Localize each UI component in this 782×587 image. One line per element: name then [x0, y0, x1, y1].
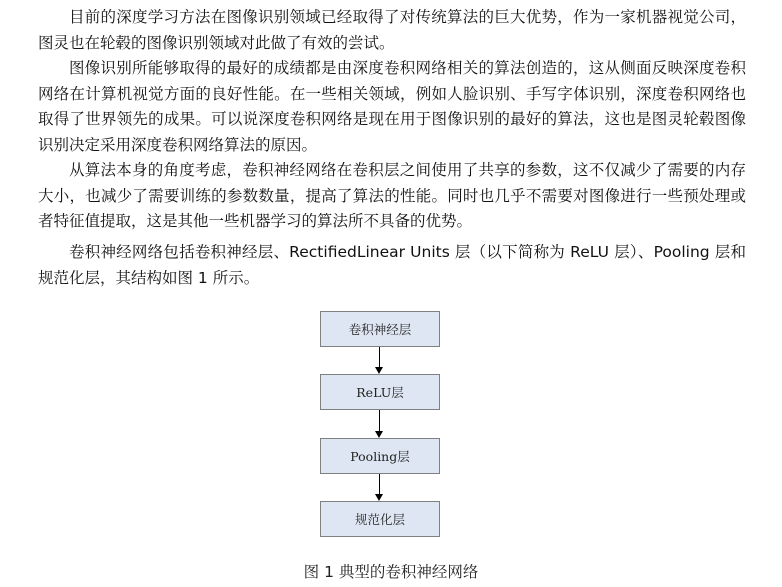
figure-caption: 图 1 典型的卷积神经网络: [303, 563, 479, 581]
arrow-down-icon: [375, 410, 385, 438]
arrow-down-icon: [375, 474, 385, 501]
diagram-box-conv-layer: 卷积神经层: [320, 311, 440, 347]
paragraph-algorithm-advantages: 从算法本身的角度考虑，卷积神经网络在卷积层之间使用了共享的参数，这不仅减少了需要的内存大小，也减少了需要训练的参数数量，提高了算法的性能。同时也几乎不需要对图像进行一些预处理或者特征值提取，这是其他一些机器学习的算法所不具备的优势。: [38, 161, 746, 230]
diagram-box-pooling-layer: Pooling层: [320, 438, 440, 474]
diagram-box-relu-layer: ReLU层: [320, 374, 440, 410]
paragraph-best-results: 图像识别所能够取得的最好的成绩都是由深度卷积网络相关的算法创造的，这从侧面反映深度卷积网络在计算机视觉方面的良好性能。在一些相关领域，例如人脸识别、手写字体识别，深度卷积网络也取得了世界领先的成果。可以说深度卷积网络是现在用于图像识别的最好的算法，这也是图灵轮毂图像识别决定采用深度卷积网络算法的原因。: [38, 59, 746, 154]
arrow-down-icon: [375, 347, 385, 374]
paragraph-intro: 目前的深度学习方法在图像识别领域已经取得了对传统算法的巨大优势，作为一家机器视觉公司，图灵也在轮毂的图像识别领域对此做了有效的尝试。: [38, 8, 746, 52]
diagram-box-normalization-layer: 规范化层: [320, 501, 440, 537]
paragraph-network-layers: 卷积神经网络包括卷积神经层、RectifiedLinear Units 层（以下简称为 ReLU 层）、Pooling 层和规范化层，其结构如图 1 所示。: [38, 243, 746, 287]
